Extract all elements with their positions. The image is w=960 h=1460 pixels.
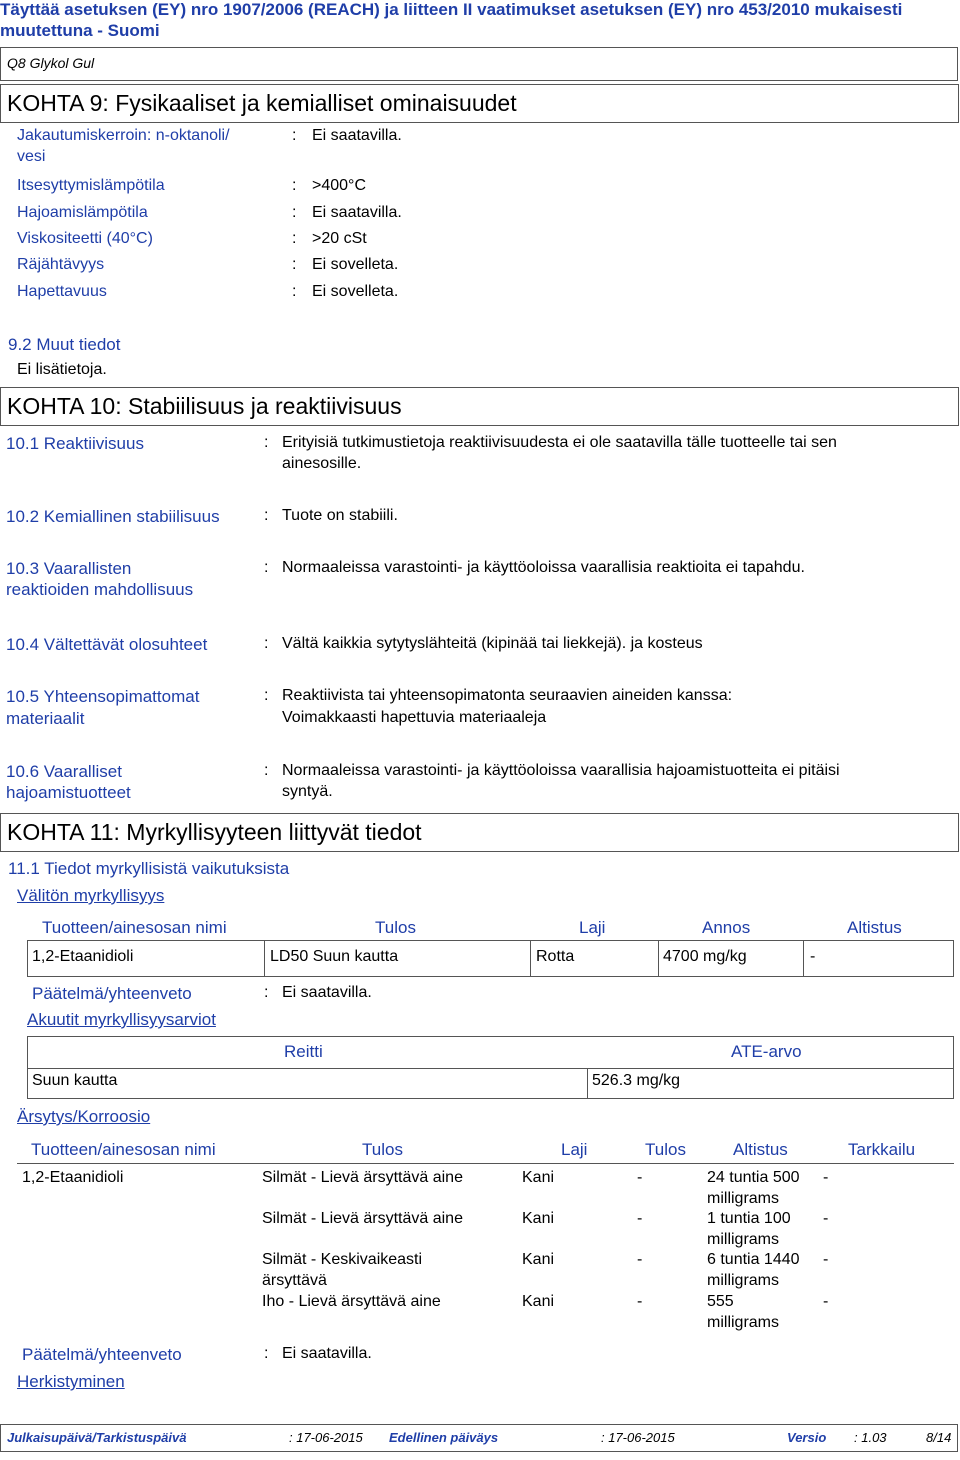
prop-label: Hajoamislämpötila: [17, 204, 148, 221]
item-label: 10.5 Yhteensopimattomat: [6, 687, 200, 706]
prop-colon: :: [292, 230, 297, 247]
table-header: Tulos: [362, 1140, 403, 1159]
table-cell: -: [637, 1169, 643, 1186]
item-label: 10.4 Vältettävät olosuhteet: [6, 635, 208, 654]
prop-label: vesi: [17, 148, 46, 165]
table-header: Laji: [579, 918, 606, 937]
table-header: Tuotteen/ainesosan nimi: [42, 918, 227, 937]
irritation-title: Ärsytys/Korroosio: [17, 1107, 151, 1126]
item-label: 10.3 Vaarallisten: [6, 559, 132, 578]
prop-value: Ei saatavilla.: [312, 127, 402, 144]
prop-colon: :: [292, 177, 297, 194]
table-cell: milligrams: [707, 1272, 779, 1289]
table-cell: milligrams: [707, 1190, 779, 1207]
table-cell: -: [637, 1293, 643, 1310]
item-value: Vältä kaikkia sytytyslähteitä (kipinää tai liekkejä). ja kosteus: [282, 635, 703, 652]
table-header: ATE-arvo: [731, 1042, 802, 1061]
item-value: Reaktiivista tai yhteensopimatonta seuraavien aineiden kanssa:: [282, 687, 733, 704]
ate-title: Akuutit myrkyllisyysarviot: [27, 1010, 216, 1029]
table-cell: Iho - Lievä ärsyttävä aine: [262, 1293, 441, 1310]
table-cell: Silmät - Keskivaikeasti: [262, 1251, 423, 1268]
conclusion-label: Päätelmä/yhteenveto: [32, 984, 192, 1003]
table-cell: -: [823, 1169, 829, 1186]
cell-divider: [264, 940, 265, 977]
table-header: Tulos: [645, 1140, 686, 1159]
table-cell: Suun kautta: [32, 1072, 118, 1089]
item-colon: :: [264, 635, 269, 652]
item-label: reaktioiden mahdollisuus: [6, 580, 194, 599]
table-cell: -: [810, 948, 816, 965]
table-cell: Rotta: [536, 948, 575, 965]
table-cell: 526.3 mg/kg: [592, 1072, 681, 1089]
item-value: Normaaleissa varastointi- ja käyttöoloissa vaarallisia hajoamistuotteita ei pitäisi: [282, 762, 840, 779]
item-colon: :: [264, 762, 269, 779]
product-name-box: [0, 47, 958, 81]
prop-label: Itsesyttymislämpötila: [17, 177, 165, 194]
table-cell: milligrams: [707, 1231, 779, 1248]
table-cell: Kani: [522, 1293, 555, 1310]
table-cell: -: [637, 1251, 643, 1268]
prop-value: Ei sovelleta.: [312, 256, 399, 273]
product-name: Q8 Glykol Gul: [7, 55, 95, 71]
table-header: Altistus: [847, 918, 902, 937]
table-header: Tarkkailu: [848, 1140, 916, 1159]
footer-prev-value: : 17-06-2015: [601, 1430, 675, 1445]
item-value: ainesosille.: [282, 455, 362, 472]
section-10-title: KOHTA 10: Stabiilisuus ja reaktiivisuus: [0, 387, 959, 426]
footer-date-label: Julkaisupäivä/Tarkistuspäivä: [7, 1430, 187, 1445]
table-header: Tulos: [375, 918, 416, 937]
item-label: 10.2 Kemiallinen stabiilisuus: [6, 507, 220, 526]
sensitisation-title: Herkistyminen: [17, 1372, 125, 1391]
table-cell: 1 tuntia 100: [707, 1210, 791, 1227]
subsection-11-1-title: 11.1 Tiedot myrkyllisistä vaikutuksista: [8, 859, 290, 878]
item-label: hajoamistuotteet: [6, 783, 131, 802]
table-cell: 6 tuntia 1440: [707, 1251, 800, 1268]
item-colon: :: [264, 687, 269, 704]
prop-label: Jakautumiskerroin: n-oktanoli/: [17, 127, 230, 144]
conclusion2-colon: :: [264, 1345, 269, 1362]
table-header: Laji: [561, 1140, 588, 1159]
regulation-header-line1: Täyttää asetuksen (EY) nro 1907/2006 (REACH) ja liitteen II vaatimukset asetuksen (EY) nro 453/2010 mukaisesti: [0, 0, 903, 19]
table-header: Reitti: [284, 1042, 323, 1061]
prop-value: Ei saatavilla.: [312, 204, 402, 221]
table-cell: 4700 mg/kg: [663, 948, 747, 965]
section-9-title: KOHTA 9: Fysikaaliset ja kemialliset ominaisuudet: [0, 84, 959, 123]
table-cell: -: [823, 1210, 829, 1227]
cell-divider: [587, 1068, 588, 1099]
prop-colon: :: [292, 256, 297, 273]
footer-version-label: Versio: [787, 1430, 827, 1445]
table-cell: 1,2-Etaanidioli: [22, 1169, 124, 1186]
prop-colon: :: [292, 204, 297, 221]
prop-colon: :: [292, 127, 297, 144]
item-value: Normaaleissa varastointi- ja käyttöoloissa vaarallisia reaktioita ei tapahdu.: [282, 559, 805, 576]
cell-divider: [658, 940, 659, 977]
subsection-9-2-text: Ei lisätietoja.: [17, 361, 107, 378]
conclusion2-value: Ei saatavilla.: [282, 1345, 372, 1362]
table-header: Altistus: [733, 1140, 788, 1159]
item-value: Voimakkaasti hapettuvia materiaaleja: [282, 709, 547, 726]
header-divider: [17, 1163, 954, 1164]
table-cell: Silmät - Lievä ärsyttävä aine: [262, 1169, 463, 1186]
prop-value: Ei sovelleta.: [312, 283, 399, 300]
conclusion-colon: :: [264, 984, 269, 1001]
subsection-9-2-title: 9.2 Muut tiedot: [8, 335, 121, 354]
row-divider: [27, 1068, 954, 1069]
table-cell: Kani: [522, 1210, 555, 1227]
table-cell: 555: [707, 1293, 734, 1310]
table-cell: 1,2-Etaanidioli: [32, 948, 134, 965]
table-cell: ärsyttävä: [262, 1272, 327, 1289]
prop-label: Räjähtävyys: [17, 256, 105, 273]
prop-value: >20 cSt: [312, 230, 367, 247]
table-header: Annos: [702, 918, 751, 937]
table-cell: Silmät - Lievä ärsyttävä aine: [262, 1210, 463, 1227]
prop-colon: :: [292, 283, 297, 300]
item-colon: :: [264, 507, 269, 524]
table-cell: milligrams: [707, 1314, 779, 1331]
acute-toxicity-title: Välitön myrkyllisyys: [17, 886, 165, 905]
prop-label: Viskositeetti (40°C): [17, 230, 153, 247]
cell-divider: [530, 940, 531, 977]
footer-prev-label: Edellinen päiväys: [389, 1430, 499, 1445]
item-label: 10.1 Reaktiivisuus: [6, 434, 144, 453]
item-value: syntyä.: [282, 783, 333, 800]
table-cell: LD50 Suun kautta: [270, 948, 399, 965]
table-cell: -: [823, 1251, 829, 1268]
table-header: Tuotteen/ainesosan nimi: [31, 1140, 216, 1159]
item-label: 10.6 Vaaralliset: [6, 762, 122, 781]
regulation-header-line2: muutettuna - Suomi: [0, 21, 160, 40]
footer-date-value: : 17-06-2015: [289, 1430, 363, 1445]
conclusion-value: Ei saatavilla.: [282, 984, 372, 1001]
table-cell: 24 tuntia 500: [707, 1169, 800, 1186]
footer-version-value: : 1.03: [854, 1430, 887, 1445]
prop-value: >400°C: [312, 177, 366, 194]
conclusion2-label: Päätelmä/yhteenveto: [22, 1345, 182, 1364]
cell-divider: [803, 940, 804, 977]
item-colon: :: [264, 434, 269, 451]
prop-label: Hapettavuus: [17, 283, 107, 300]
item-colon: :: [264, 559, 269, 576]
table-cell: Kani: [522, 1251, 555, 1268]
table-cell: -: [823, 1293, 829, 1310]
section-11-title: KOHTA 11: Myrkyllisyyteen liittyvät tiedot: [0, 813, 959, 852]
item-label: materiaalit: [6, 709, 85, 728]
item-value: Tuote on stabiili.: [282, 507, 398, 524]
page-number: 8/14: [926, 1430, 952, 1445]
footer-box: [0, 1424, 958, 1452]
item-value: Erityisiä tutkimustietoja reaktiivisuudesta ei ole saatavilla tälle tuotteelle tai sen: [282, 434, 837, 451]
table-cell: -: [637, 1210, 643, 1227]
table-cell: Kani: [522, 1169, 555, 1186]
